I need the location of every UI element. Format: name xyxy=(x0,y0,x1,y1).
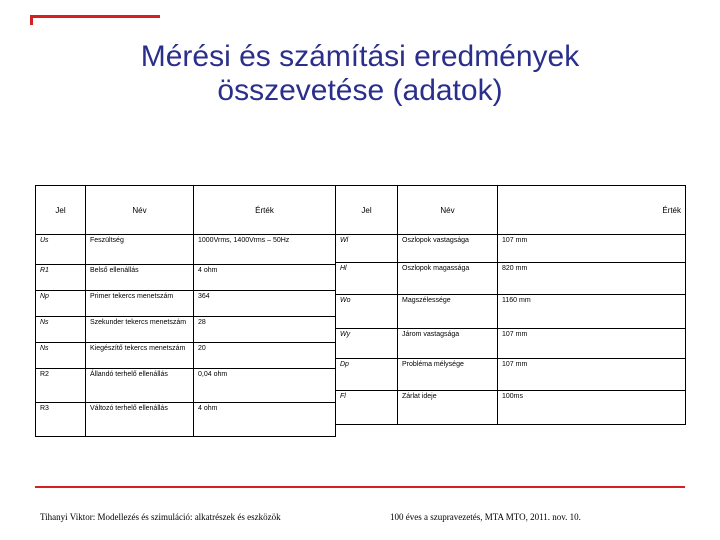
table-row xyxy=(36,291,336,317)
footer-author: Tihanyi Viktor: Modellezés és szimuláció: alkatrészek és eszközök xyxy=(40,512,281,522)
row-value: 107 mm xyxy=(498,359,686,391)
row-value: 4 ohm xyxy=(194,265,336,291)
table-row xyxy=(336,391,686,425)
row-symbol: Wy xyxy=(336,329,398,359)
table-header-row xyxy=(36,186,336,235)
row-value: 1000Vrms, 1400Vrms – 50Hz xyxy=(194,235,336,265)
table-row xyxy=(36,317,336,343)
footer-event: 100 éves a szupravezetés, MTA MTO, 2011. nov. 10. xyxy=(390,512,581,522)
row-name: Probléma mélysége xyxy=(398,359,498,391)
accent-line xyxy=(30,15,160,18)
header-value: Érték xyxy=(498,186,686,235)
header-name: Név xyxy=(398,186,498,235)
row-name: Oszlopok magassága xyxy=(398,263,498,295)
row-name: Kiegészítő tekercs menetszám xyxy=(86,343,194,369)
row-value: 1160 mm xyxy=(498,295,686,329)
row-symbol: Wo xyxy=(336,295,398,329)
row-symbol: R2 xyxy=(36,369,86,403)
row-name: Magszélessége xyxy=(398,295,498,329)
parameters-table-left xyxy=(35,185,336,437)
row-name: Oszlopok vastagsága xyxy=(398,235,498,263)
row-name: Szekunder tekercs menetszám xyxy=(86,317,194,343)
row-symbol: Ns xyxy=(36,343,86,369)
row-name: Feszültség xyxy=(86,235,194,265)
row-symbol: Hl xyxy=(336,263,398,295)
table-row xyxy=(336,295,686,329)
accent-line-vertical xyxy=(30,15,33,25)
header-symbol: Jel xyxy=(36,186,86,235)
row-symbol: Ns xyxy=(36,317,86,343)
page-title xyxy=(60,40,660,108)
row-symbol: Fl xyxy=(336,391,398,425)
row-value: 28 xyxy=(194,317,336,343)
row-name: Állandó terhelő ellenállás xyxy=(86,369,194,403)
row-value: 0,04 ohm xyxy=(194,369,336,403)
row-symbol: Np xyxy=(36,291,86,317)
title-line-2: összevetése (adatok) xyxy=(217,74,503,107)
table-row xyxy=(36,265,336,291)
parameters-table-right xyxy=(335,185,686,425)
row-symbol: R1 xyxy=(36,265,86,291)
table-header-row xyxy=(336,186,686,235)
header-value: Érték xyxy=(194,186,336,235)
footer-divider xyxy=(35,486,685,488)
table-row xyxy=(36,235,336,265)
row-symbol: Dp xyxy=(336,359,398,391)
row-name: Belső ellenállás xyxy=(86,265,194,291)
table-row xyxy=(336,359,686,391)
table-row xyxy=(336,329,686,359)
header-name: Név xyxy=(86,186,194,235)
table-row xyxy=(36,403,336,437)
row-value: 100ms xyxy=(498,391,686,425)
row-name: Változó terhelő ellenállás xyxy=(86,403,194,437)
row-symbol: Wl xyxy=(336,235,398,263)
row-value: 20 xyxy=(194,343,336,369)
row-value: 107 mm xyxy=(498,235,686,263)
row-value: 4 ohm xyxy=(194,403,336,437)
row-value: 107 mm xyxy=(498,329,686,359)
row-value: 364 xyxy=(194,291,336,317)
table-row xyxy=(36,343,336,369)
row-symbol: Us xyxy=(36,235,86,265)
table-row xyxy=(336,263,686,295)
row-name: Primer tekercs menetszám xyxy=(86,291,194,317)
header-symbol: Jel xyxy=(336,186,398,235)
row-symbol: R3 xyxy=(36,403,86,437)
row-name: Zárlat ideje xyxy=(398,391,498,425)
title-line-1: Mérési és számítási eredmények xyxy=(140,40,580,73)
row-name: Járom vastagsága xyxy=(398,329,498,359)
table-row xyxy=(36,369,336,403)
row-value: 820 mm xyxy=(498,263,686,295)
table-row xyxy=(336,235,686,263)
